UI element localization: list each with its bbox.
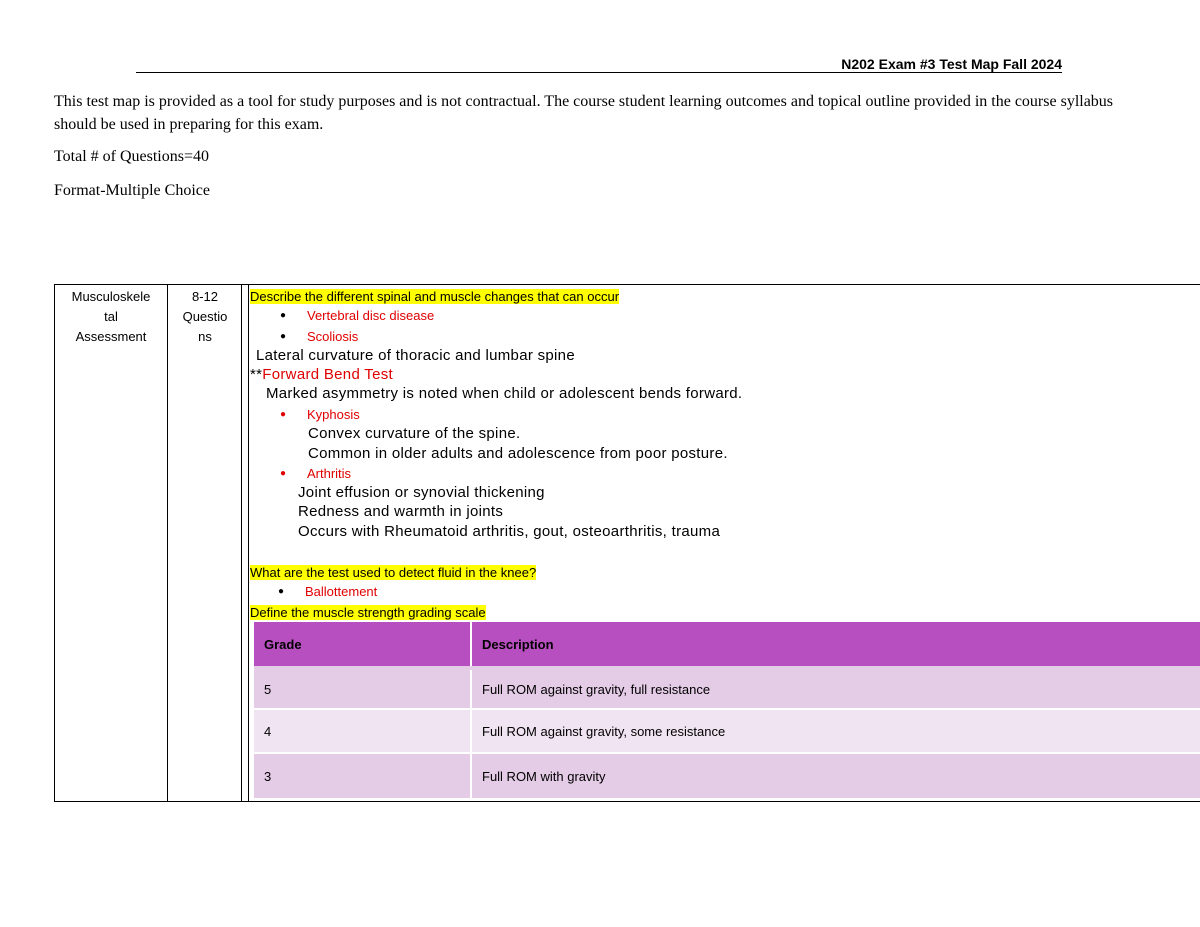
bullet-vertebral-disc: Vertebral disc disease (307, 308, 435, 323)
grade-cell: 3 (254, 754, 470, 798)
questions-line-1: 8-12 (191, 289, 219, 304)
bullet-icon: ● (280, 331, 287, 342)
intro-paragraph: This test map is provided as a tool for study purposes and is not contractual. The course student learning outcomes and topical outline provided in the course syllabus should be used in preparing for this exam. (54, 93, 1114, 133)
grade-cell: 5 (254, 670, 470, 708)
questions-line-2: Questio (182, 309, 228, 324)
scoliosis-description: Lateral curvature of thoracic and lumbar spine (256, 347, 575, 364)
objective-strength-scale: Define the muscle strength grading scale (250, 605, 486, 620)
grading-header-row (254, 622, 1200, 666)
description-cell: Full ROM against gravity, full resistance (472, 670, 1200, 708)
topic-cell (56, 287, 166, 347)
table-divider-2 (241, 285, 242, 801)
questions-cell (170, 287, 240, 347)
page-header-title: N202 Exam #3 Test Map Fall 2024 (841, 56, 1062, 72)
bullet-ballottement: Ballottement (305, 584, 378, 599)
bullet-icon: ● (278, 586, 285, 597)
objective-spinal-changes: Describe the different spinal and muscle changes that can occur (250, 289, 620, 304)
questions-line-3: ns (198, 329, 212, 344)
forward-bend-description: Marked asymmetry is noted when child or adolescent bends forward. (266, 385, 743, 402)
forward-bend-test: Forward Bend Test (262, 366, 393, 383)
bullet-scoliosis: Scoliosis (307, 329, 359, 344)
arthritis-description-3: Occurs with Rheumatoid arthritis, gout, osteoarthritis, trauma (298, 523, 721, 540)
exam-format: Format-Multiple Choice (54, 182, 210, 199)
bullet-icon: ● (280, 409, 287, 420)
arthritis-description-1: Joint effusion or synovial thickening (298, 484, 545, 501)
topic-line-3: Assessment (75, 329, 147, 344)
topic-line-1: Musculoskele (71, 289, 151, 304)
arthritis-description-2: Redness and warmth in joints (298, 503, 504, 520)
header-rule (136, 72, 1062, 73)
topic-line-2: tal (104, 309, 118, 324)
kyphosis-description-1: Convex curvature of the spine. (308, 425, 521, 442)
table-border-left (54, 285, 55, 801)
grading-header-grade: Grade (254, 622, 470, 666)
bullet-icon: ● (280, 468, 287, 479)
table-row (254, 670, 1200, 708)
forward-bend-line (250, 366, 393, 383)
grade-cell: 4 (254, 710, 470, 752)
description-cell: Full ROM against gravity, some resistance (472, 710, 1200, 752)
table-divider-3 (248, 285, 249, 801)
objective-knee-fluid: What are the test used to detect fluid in the knee? (250, 565, 537, 580)
kyphosis-description-2: Common in older adults and adolescence from poor posture. (308, 445, 728, 462)
table-divider-1 (167, 285, 168, 801)
forward-prefix: ** (250, 366, 263, 383)
table-row (254, 710, 1200, 752)
bullet-kyphosis: Kyphosis (307, 407, 360, 422)
bullet-icon: ● (280, 310, 287, 321)
total-questions: Total # of Questions=40 (54, 148, 209, 165)
description-cell: Full ROM with gravity (472, 754, 1200, 798)
bullet-arthritis: Arthritis (307, 466, 352, 481)
grading-header-description: Description (472, 622, 1200, 666)
table-row (254, 754, 1200, 798)
